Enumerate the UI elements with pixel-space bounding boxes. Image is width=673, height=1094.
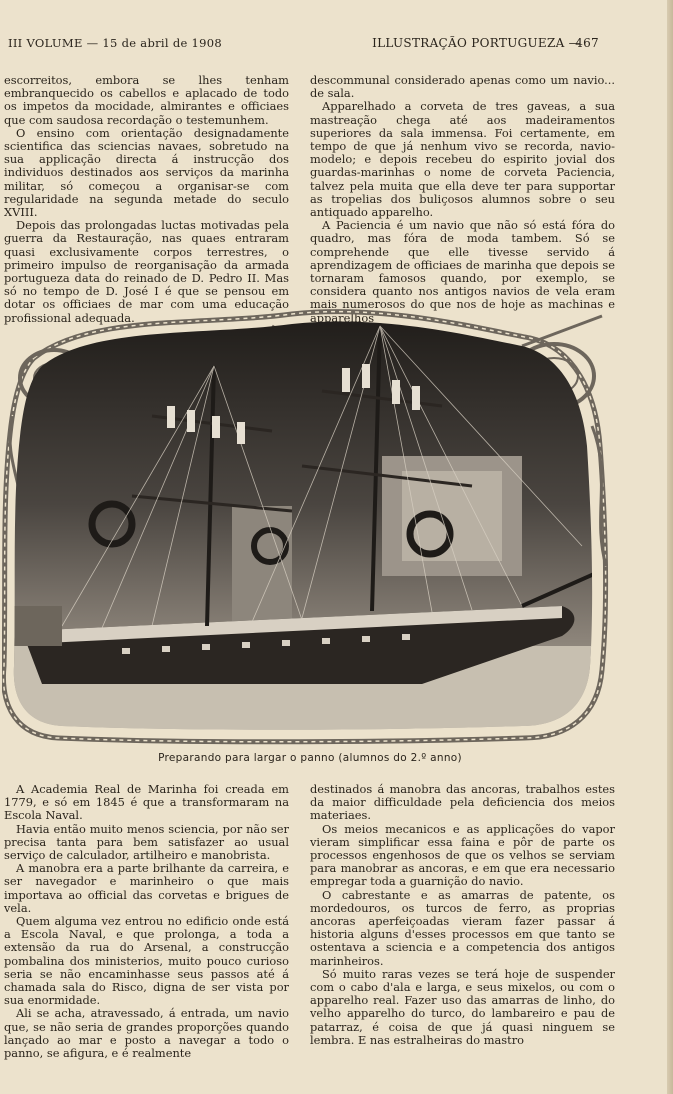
bottom-left-column [4,783,289,1060]
paragraph: Os meios mecanicos e as applicações do vapor vieram simplificar essa faina e pôr de parte os processos engenhosos de que os velhos se serviam para manobrar as ancoras, e em que era necessario empregar toda a guarnição do navio. [310,821,615,889]
paragraph: Havia então muito menos sciencia, por não ser precisa tanta para bem satisfazer ao usual serviço de calculador, artilheiro e manobrista. [4,821,289,863]
photo-interior [2,306,622,746]
paragraph: A Paciencia é um navio que não só está fóra do quadro, mas fóra de moda tambem. Só se comprehende que elle tivesse servido á aprendizagem de officiaes de marinha que depois se tornaram famosos quando, por exemplo, se considera quanto nos antigos navios de vela eram mais numerosos do que nos de hoje as machinas e apparelhos [310,218,615,325]
paragraph: O cabrestante e as amarras de patente, os mordedouros, os turcos de ferro, as proprias ancoras aperfeiçoadas vieram fazer passar á historia alguns d'esses processos em que tanto se ostentava a sciencia e a competencia dos antigos marinheiros. [310,887,615,968]
page-edge [667,0,673,1094]
paragraph: A Academia Real de Marinha foi creada em 1779, e só em 1845 é que a transformaram na Escola Naval. [4,782,289,823]
paragraph: O ensino com orientação designadamente scientifica das sciencias navaes, sobretudo na sua applicação directa á instrucção dos individuos destinados aos serviços da marinha militar, só começou a organisar-se com regularidade na segunda metade do seculo XVIII. [4,125,289,220]
paragraph: A manobra era a parte brilhante da carreira, e ser navegador e marinheiro o que mais importava ao official das corvetas e brigues de vela. [4,861,289,915]
volume-date: III VOLUME — 15 de abril de 1908 [8,36,223,50]
paragraph: descommunal considerado apenas como um navio... de sala. [310,73,615,101]
photo-caption: Preparando para largar o panno (alumnos do 2.º anno) [158,752,462,764]
top-right-column [310,74,615,325]
publication-title: ILLUSTRAÇÃO PORTUGUEZA — [372,36,581,50]
ship-photograph [2,306,622,746]
page-header [0,36,673,54]
paragraph: Só muito raras vezes se terá hoje de suspender com o cabo d'ala e larga, e seus mixelos, ou com o apparelho real. Fazer uso das amarras de linho, do velho apparelho do turco, do lambareiro e pau de patarraz, é coisa de que já quasi ninguem se lembra. E nas estralheiras do mastro [310,966,615,1047]
paragraph: Ali se acha, atravessado, á entrada, um navio que, se não seria de grandes proporções quando lançado ao mar e posto a navegar a todo o panno, se afigura, e é realmente [4,1006,289,1061]
bottom-right-column [310,783,615,1047]
paragraph: Quem alguma vez entrou no edificio onde está a Escola Naval, e que prolonga, a toda a extensão da rua do Arsenal, a construcção pombalina dos ministerios, muito pouco curioso seria se não encaminhasse seus passos até á chamada sala do Risco, digna de ser vista por sua enormidade. [4,914,289,1008]
paragraph: Depois das prolongadas luctas motivadas pela guerra da Restauração, nas quaes entraram quasi exclusivamente corpos terrestres, o primeiro impulso de reorganisação da armada portugueza data do reinado de D. Pedro II. Mas só no tempo de D. José I é que se pensou em dotar os officiaes de mar com uma educação profissional adequada. [4,218,289,325]
page-number: 467 [575,36,599,50]
photo-frame-svg [2,306,622,746]
paragraph: Apparelhado a corveta de tres gaveas, a sua mastreação chega até aos madeiramentos superiores da sala immensa. Foi certamente, em tempo de que já nenhum vivo se recorda, navio-modelo; e depois recebeu do espirito jovial dos guardas-marinhas o nome de corveta Paciencia, talvez pela muita que ella deve ter para supportar as tropelias dos buliçosos alumnos sobre o seu antiquado apparelho. [310,99,615,220]
paragraph: escorreitos, embora se lhes tenham embranquecido os cabellos e aplacado de todo os impetos da mocidade, almirantes e officiaes que com saudosa recordação o testemunhem. [4,73,289,127]
top-left-column [4,74,289,325]
paragraph: destinados á manobra das ancoras, trabalhos estes da maior difficuldade pela deficiencia dos meios materiaes. [310,782,615,823]
